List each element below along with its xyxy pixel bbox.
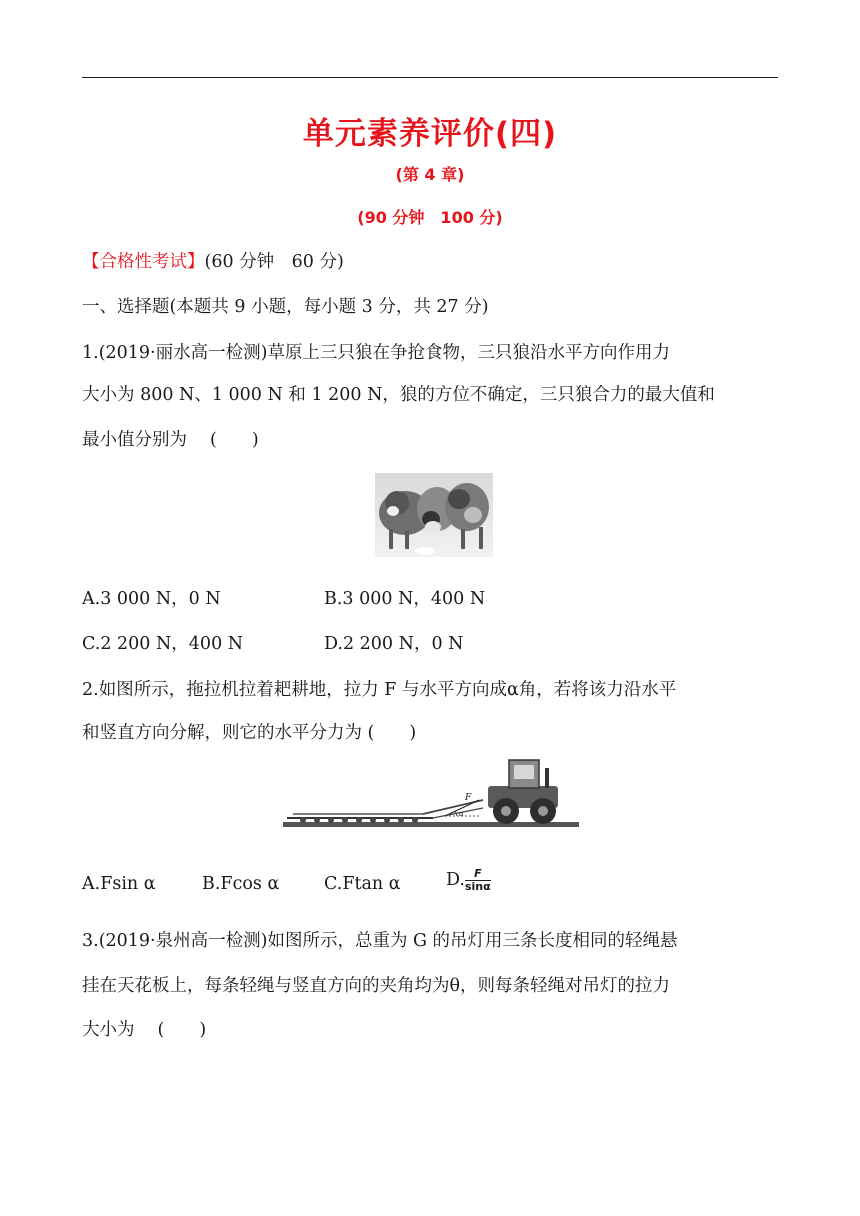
angle-label: α	[459, 810, 464, 818]
fraction-numerator: F	[465, 868, 491, 881]
section-tag: 【合格性考试】	[82, 252, 205, 272]
q3-line-1: 3.(2019·泉州高一检测)如图所示，总重为 G 的吊灯用三条长度相同的轻绳悬	[82, 931, 678, 951]
q2-option-c[interactable]: C.Ftan α	[324, 874, 401, 894]
page-title: 单元素养评价(四)	[302, 116, 558, 152]
q2-option-d-fraction	[465, 868, 491, 893]
q2-line-1: 2.如图所示，拖拉机拉着耙耕地，拉力 F 与水平方向成α角，若将该力沿水平	[82, 680, 677, 700]
header-rule	[82, 77, 778, 78]
q2-option-b[interactable]: B.Fcos α	[202, 874, 280, 894]
q1-option-c[interactable]: C.2 200 N，400 N	[82, 634, 244, 654]
tractor-figure	[283, 756, 579, 832]
section-heading	[82, 250, 344, 274]
q2-option-d-prefix: D.	[446, 870, 465, 890]
chapter-label: (第 4 章)	[395, 165, 465, 184]
q1-line-2: 大小为 800 N、1 000 N 和 1 200 N，狼的方位不确定，三只狼合力的最大值和	[82, 385, 715, 405]
q1-option-d[interactable]: D.2 200 N，0 N	[324, 634, 464, 654]
q2-option-d[interactable]	[446, 868, 491, 893]
section-tag-detail: (60 分钟 60 分)	[204, 252, 344, 272]
q1-option-a[interactable]: A.3 000 N，0 N	[82, 589, 221, 609]
q1-line-3: 最小值分别为 ( )	[82, 430, 259, 450]
q3-line-2: 挂在天花板上，每条轻绳与竖直方向的夹角均为θ，则每条轻绳对吊灯的拉力	[82, 976, 671, 996]
q2-option-a[interactable]: A.Fsin α	[82, 874, 156, 894]
q2-line-2: 和竖直方向分解，则它的水平分力为 ( )	[82, 723, 417, 743]
q1-option-b[interactable]: B.3 000 N，400 N	[324, 589, 486, 609]
q3-line-3: 大小为 ( )	[82, 1020, 207, 1040]
q1-line-1: 1.(2019·丽水高一检测)草原上三只狼在争抢食物，三只狼沿水平方向作用力	[82, 343, 670, 363]
force-label: F	[465, 793, 472, 803]
part-one-heading: 一、选择题(本题共 9 小题，每小题 3 分，共 27 分)	[82, 297, 489, 317]
fraction-denominator: sinα	[464, 880, 491, 893]
wolves-photo	[375, 473, 493, 557]
time-score-label: (90 分钟 100 分)	[357, 208, 503, 227]
